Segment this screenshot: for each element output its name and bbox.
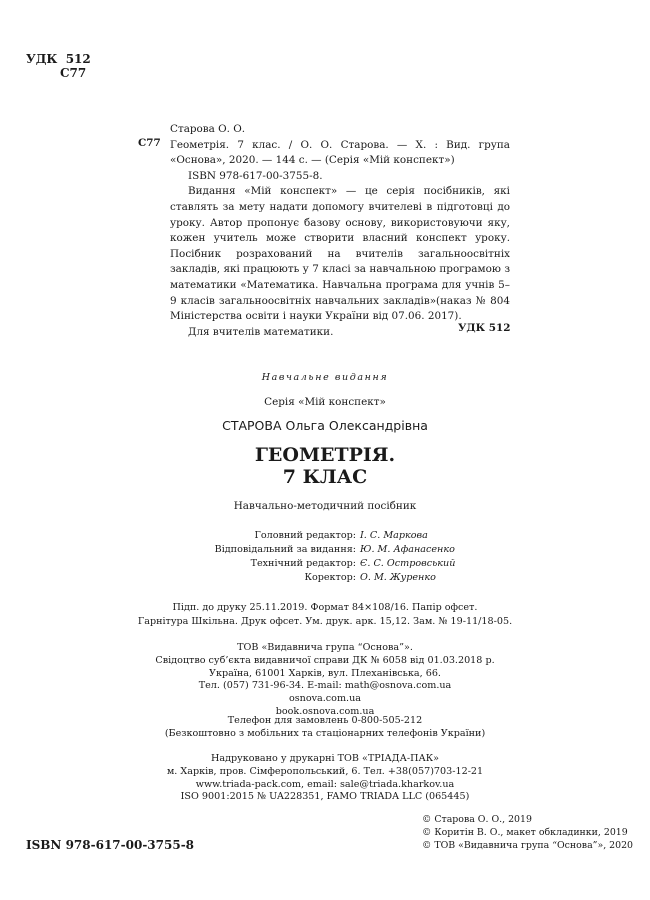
catalog-bibliographic-description: Геометрія. 7 клас. / О. О. Старова. — Х. : Вид. група «Основа», 2020. — 144 с. — (Серія «Мій конспект») bbox=[170, 138, 510, 167]
udk-label: УДК 512 bbox=[26, 52, 91, 66]
udk-header bbox=[26, 52, 91, 80]
catalog-author-mark: С77 bbox=[138, 137, 161, 149]
author-full-name: СТАРОВА Ольга Олександрівна bbox=[222, 418, 428, 433]
copyright-line: © ТОВ «Видавнича група “Основа”», 2020 bbox=[422, 840, 634, 851]
book-subtitle: Навчально-методичний посібник bbox=[233, 500, 417, 512]
catalog-audience: Для вчителів математики. bbox=[188, 325, 334, 338]
printer-line: ISO 9001:2015 № UA228351, FAMO TRIADA LLC (065445) bbox=[180, 791, 470, 803]
printer-info bbox=[0, 753, 650, 804]
catalog-author-heading: Старова О. О. bbox=[170, 123, 246, 135]
publisher-site: book.osnova.com.ua bbox=[275, 705, 375, 717]
staff-row: Відповідальний за видання: Ю. М. Афанасенко bbox=[214, 544, 455, 555]
catalog-isbn: ISBN 978-617-00-3755-8. bbox=[188, 169, 323, 182]
staff-list bbox=[0, 529, 650, 585]
printer-line: м. Харків, пров. Сімферопольський, 6. Тел. +38(057)703-12-21 bbox=[166, 765, 484, 777]
staff-row: Головний редактор: І. С. Маркова bbox=[254, 530, 428, 541]
catalog-card bbox=[170, 122, 510, 340]
publisher-certificate: Свідоцтво суб’єкта видавничої справи ДК № 6058 від 01.03.2018 р. bbox=[155, 654, 495, 666]
title-line-1: ГЕОМЕТРІЯ. bbox=[254, 444, 396, 466]
print-info-line: Підп. до друку 25.11.2019. Формат 84×108/16. Папір офсет. bbox=[172, 602, 478, 613]
publisher-site: osnova.com.ua bbox=[288, 693, 362, 705]
order-note: (Безкоштовно з мобільних та стаціонарних телефонів України) bbox=[164, 727, 486, 739]
edition-type: Навчальне видання bbox=[261, 372, 389, 383]
catalog-udk: УДК 512 bbox=[458, 322, 511, 334]
publisher-contacts: Тел. (057) 731-96-34. E-mail: math@osnova.com.ua bbox=[198, 680, 452, 692]
print-info bbox=[0, 601, 650, 628]
author-mark: С77 bbox=[60, 66, 87, 80]
staff-row: Технічний редактор: Є. С. Островський bbox=[250, 558, 456, 569]
series-name: Серія «Мій конспект» bbox=[264, 396, 386, 408]
publisher-name: ТОВ «Видавнича група “Основа”». bbox=[237, 642, 413, 653]
publisher-info bbox=[0, 642, 650, 719]
publisher-address: Україна, 61001 Харків, вул. Плеханівська, 66. bbox=[209, 667, 441, 679]
print-info-line: Гарнітура Шкільна. Друк офсет. Ум. друк. арк. 15,12. Зам. № 19-11/18-05. bbox=[137, 615, 513, 627]
copyright-line: © Старова О. О., 2019 bbox=[422, 814, 532, 825]
order-phone: Телефон для замовлень 0-800-505-212 bbox=[227, 715, 423, 726]
catalog-annotation: Видання «Мій конспект» — це серія посібників, які ставлять за мету надати допомогу вчителеві в підготовці до уроку. Автор пропонує базову основу, використовуючи яку, кожен учитель може створити власний конспект уроку. Посібник розрахований на вчителів загальноосвітніх закладів, які працюють у 7 класі за навчальною програмою з математики «Математика. Навчальна програма для учнів 5–9 класів загальноосвітніх навчальних закладів»(наказ № 804 Міністерства освіти і науки України від 07.06. 2017). bbox=[170, 185, 510, 323]
staff-row: Коректор: О. М. Журенко bbox=[304, 572, 436, 583]
copyright-block bbox=[422, 813, 633, 852]
isbn-bottom: ISBN 978-617-00-3755-8 bbox=[26, 838, 195, 852]
title-line-2: 7 КЛАС bbox=[282, 466, 368, 488]
printer-line: www.triada-pack.com, email: sale@triada.kharkov.ua bbox=[195, 778, 455, 790]
printer-line: Надруковано у друкарні ТОВ «ТРІАДА-ПАК» bbox=[210, 753, 440, 764]
copyright-line: © Коритін В. О., макет обкладинки, 2019 bbox=[422, 827, 628, 838]
book-title bbox=[0, 444, 650, 488]
order-info bbox=[0, 715, 650, 741]
